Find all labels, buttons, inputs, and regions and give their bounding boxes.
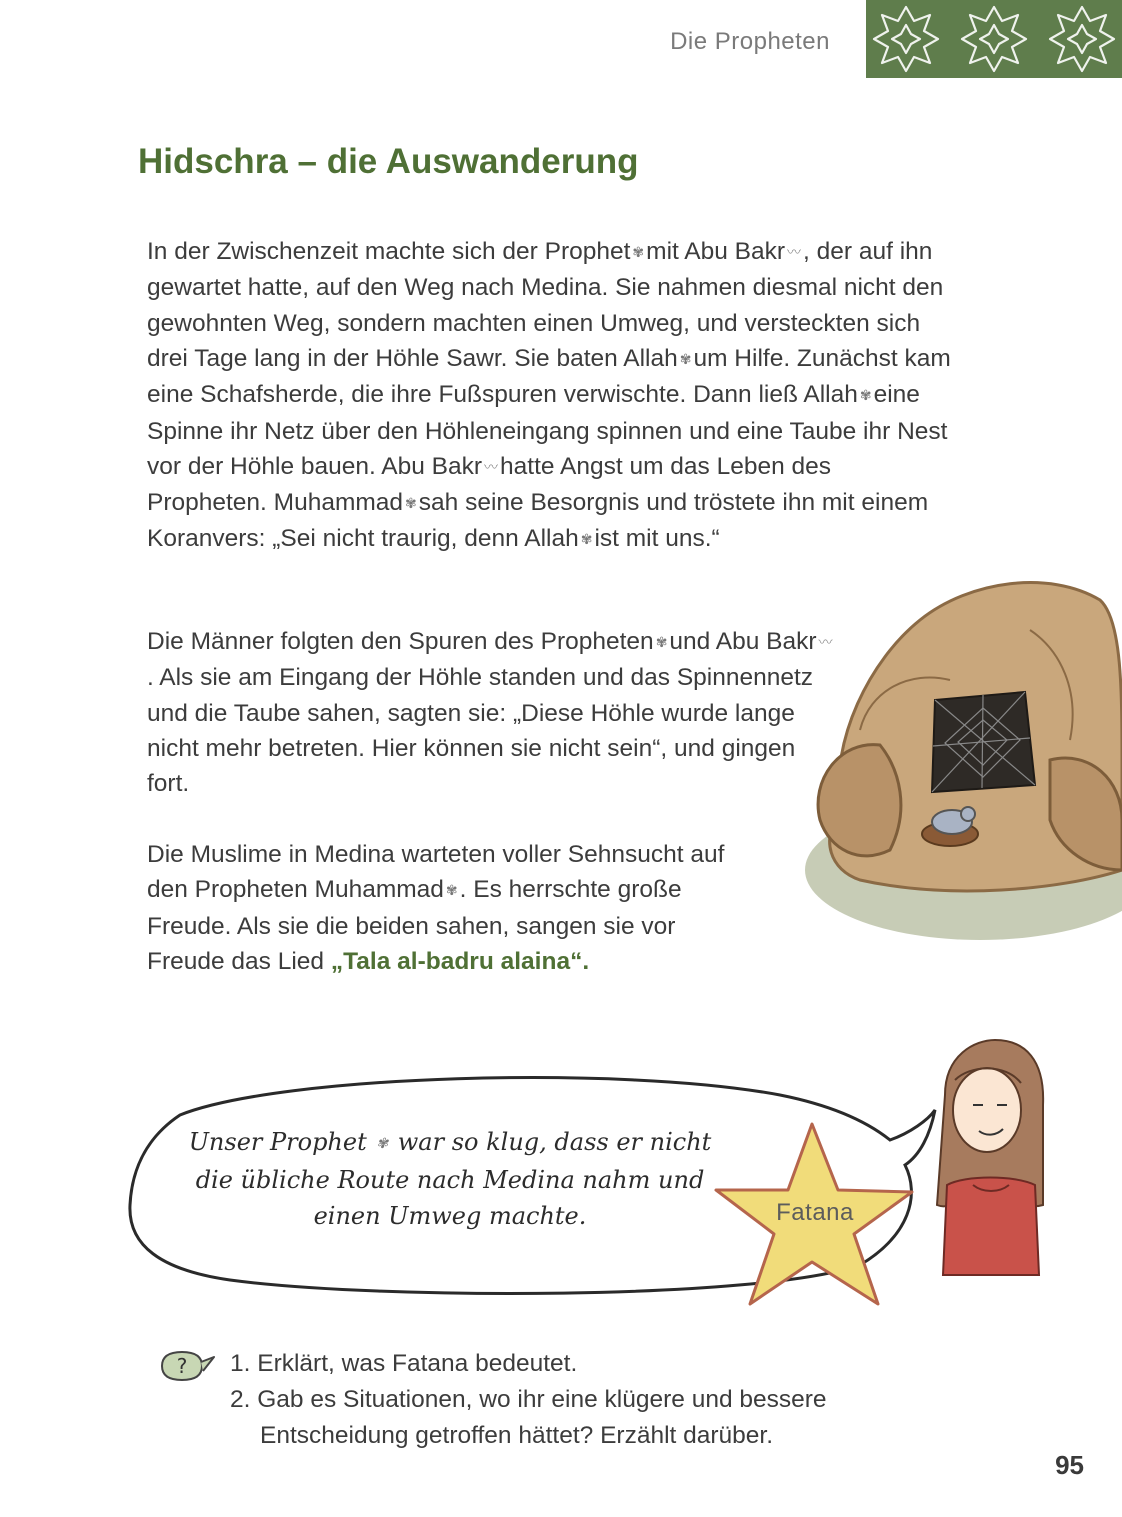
text-segment: In der Zwischenzeit machte sich der Prophet	[147, 238, 631, 265]
honorific-symbol-icon: ✾	[632, 243, 645, 260]
question-bubble-icon	[158, 1349, 216, 1383]
header-ornament	[866, 0, 1122, 78]
cave-illustration	[800, 570, 1122, 950]
text-segment: , der auf ihn gewartet hatte, auf den Weg nach Medina. Sie nahmen diesmal nicht den gewohnten Weg, sondern machten einen Umweg, und versteckten sich drei Tage lang in der Höhle Sawr. Sie baten Allah	[147, 238, 944, 373]
honorific-symbol-icon: ✾	[580, 531, 593, 548]
text-segment: . Es herrschte große Freude. Als sie die beiden sahen, sangen sie vor Freude das Lied	[147, 876, 682, 976]
task-item	[230, 1346, 827, 1382]
task-text: 1. Erklärt, was Fatana bedeutet.	[230, 1350, 578, 1377]
honorific-symbol-icon: ✾	[405, 494, 417, 511]
honorific-symbol-icon: 〰	[818, 633, 833, 650]
text-segment: Die Männer folgten den Spuren des Propheten	[147, 628, 654, 655]
text-segment: um Hilfe. Zunächst kam eine Schafsherde, die ihre Fußspuren verwischte. Dann ließ Allah	[147, 345, 951, 409]
bubble-text-segment: war so klug, dass er nicht die übliche Route nach Medina nahm und einen Umweg machte.	[195, 1128, 712, 1230]
paragraph-cave-story	[147, 234, 957, 558]
page-number: 95	[1055, 1450, 1084, 1480]
text-segment: hatte Angst um das Leben des Propheten. Muhammad	[147, 452, 832, 517]
paragraph-medina	[147, 837, 757, 979]
honorific-symbol-icon: ✾	[679, 350, 692, 367]
text-segment: ist mit uns.“	[594, 525, 720, 553]
honorific-symbol-icon: 〰	[484, 458, 499, 475]
star-label: Fatana	[776, 1199, 854, 1226]
text-segment: mit Abu Bakr	[646, 238, 786, 265]
text-segment: sah seine Besorgnis und tröstete ihn mit einem Koranvers: „Sei nicht traurig, denn Allah	[147, 489, 929, 553]
task-text: 2. Gab es Situationen, wo ihr eine klügere und bessere	[230, 1386, 827, 1413]
task-text-continued: Entscheidung getroffen hättet? Erzählt darüber.	[260, 1422, 774, 1449]
page-title: Hidschra – die Auswanderung	[138, 142, 639, 181]
girl-illustration	[925, 1035, 1055, 1285]
honorific-symbol-icon: ✾	[445, 882, 458, 899]
svg-text:?: ?	[176, 1354, 188, 1378]
speech-bubble-text	[170, 1124, 730, 1234]
task-list	[230, 1346, 827, 1454]
header-section-label: Die Propheten	[670, 28, 830, 55]
honorific-symbol-icon: ✾	[655, 633, 668, 650]
text-segment: und Abu Bakr	[669, 628, 817, 655]
honorific-symbol-icon: ✾	[376, 1135, 389, 1152]
text-segment: Die Muslime in Medina warteten voller Sehnsucht auf den Propheten Muhammad	[147, 841, 725, 904]
honorific-symbol-icon: 〰	[787, 243, 802, 260]
honorific-symbol-icon: ✾	[859, 387, 872, 404]
text-segment: . Als sie am Eingang der Höhle standen und das Spinnennetz und die Taube sahen, sagten sie: „Diese Höhle wurde lange nicht mehr betreten. Hier können sie nicht sein“, und gingen fort.	[147, 664, 814, 798]
text-segment: eine Spinne ihr Netz über den Höhleneingang spinnen und eine Taube ihr Nest vor der Höhle bauen. Abu Bakr	[147, 381, 948, 480]
task-item	[230, 1382, 827, 1454]
song-title: „Tala al-badru alaina“.	[330, 948, 590, 976]
paragraph-pursuers	[147, 624, 837, 802]
bubble-text-segment: Unser Prophet	[188, 1128, 367, 1156]
